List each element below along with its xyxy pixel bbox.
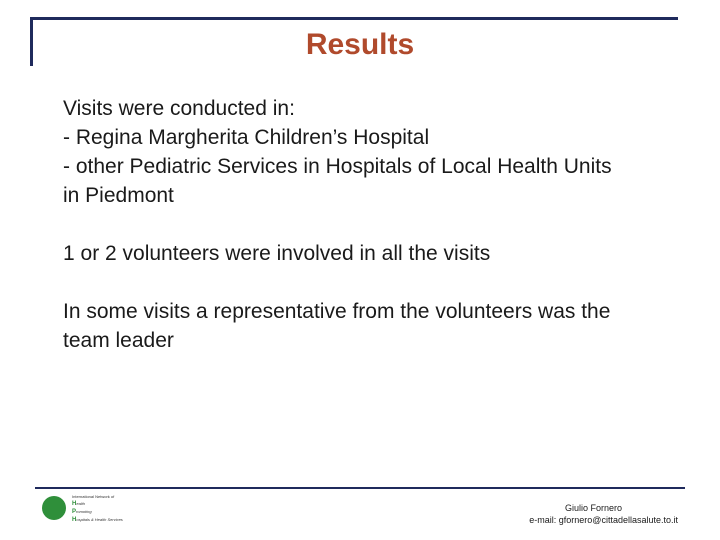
text-line: In some visits a representative from the volunteers was the (63, 300, 611, 323)
paragraph-volunteers (63, 239, 703, 268)
logo-line: International Network of (72, 494, 115, 499)
logo-line (72, 508, 167, 516)
logo-text (72, 493, 167, 524)
logo-initial: H (72, 517, 77, 523)
logo-line (72, 500, 167, 508)
text-line: - Regina Margherita Children’s Hospital (63, 126, 430, 149)
logo-line (72, 516, 167, 524)
paragraph-team-leader (63, 297, 703, 355)
author-name: Giulio Fornero (564, 503, 622, 513)
logo-circle-icon (42, 496, 66, 520)
text-line: in Piedmont (63, 184, 174, 207)
logo-word: ospitals & Health Services (76, 517, 123, 522)
logo-word: ealth (76, 501, 86, 506)
logo-initial: H (72, 501, 77, 507)
author-email: e-mail: gfornero@cittadellasalute.to.it (529, 515, 678, 525)
logo-initial: P (72, 509, 77, 515)
slide-body (63, 94, 703, 384)
title-frame-top (30, 17, 678, 20)
page-title: Results (305, 28, 415, 61)
text-line: 1 or 2 volunteers were involved in all the visits (63, 242, 491, 265)
footer-divider (35, 487, 685, 489)
text-line: Visits were conducted in: (63, 97, 295, 120)
logo-word: romoting (76, 509, 92, 514)
hph-network-logo (42, 493, 162, 525)
text-line: - other Pediatric Services in Hospitals of Local Health Units (63, 155, 612, 178)
text-line: team leader (63, 329, 174, 352)
paragraph-visits (63, 94, 703, 210)
footer-contact (420, 502, 678, 526)
